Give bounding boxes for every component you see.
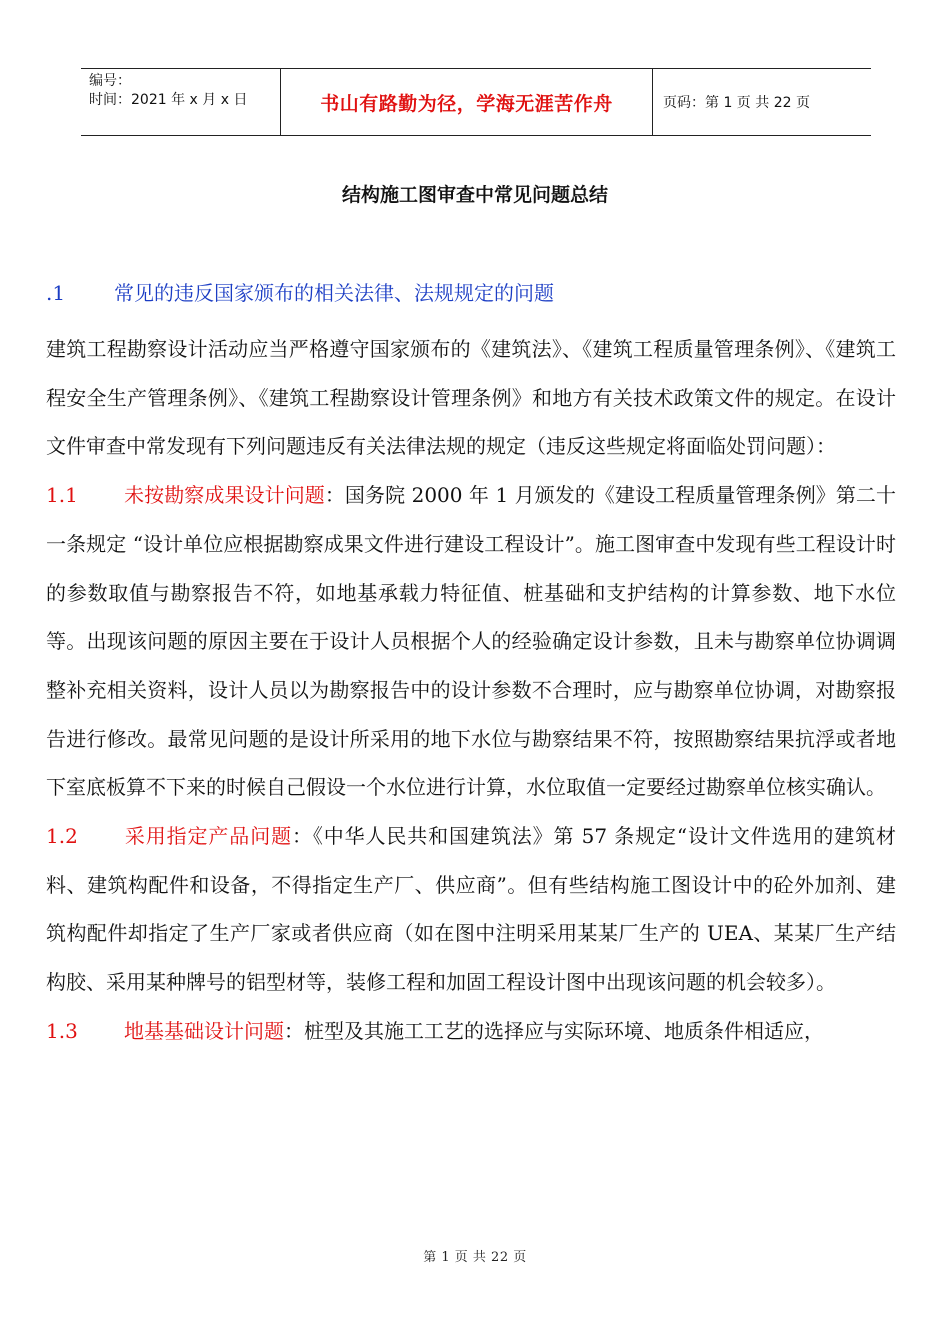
item-title: 未按勘察成果设计问题 (124, 483, 325, 508)
intro-paragraph: 建筑工程勘察设计活动应当严格遵守国家颁布的《建筑法》、《建筑工程质量管理条例》、《建筑工程安全生产管理条例》、《建筑工程勘察设计管理条例》和地方有关技术政策文件的规定。在设计文件审查中常发现有下列问题违反有关法律法规的规定（违反这些规定将面临处罚问题）： (46, 337, 896, 459)
motto-text: 书山有路勤为径，学海无涯苦作舟 (320, 92, 613, 115)
header-motto-cell (281, 69, 653, 135)
section-heading (46, 276, 896, 311)
item-number: 1.3 (46, 1018, 78, 1043)
header-info-cell (81, 69, 281, 135)
time-label: 时间：2021 年 x 月 x 日 (89, 92, 248, 108)
item-text: ：《中华人民共和国建筑法》第 57 条规定“设计文件选用的建筑材料、建筑构配件和设备，不得指定生产厂、供应商”。但有些结构施工图设计中的砼外加剂、建筑构配件却指定了生产厂家或者供应商（如在图中注明采用某某厂生产的 UEA、某某厂生产结构胶、采用某种牌号的铝型材等，装修工程和加固工程设计图中出现该问题的机会较多）。 (46, 824, 897, 995)
header-page-cell (653, 69, 871, 135)
section-number: .1 (46, 281, 66, 305)
document-body (46, 276, 896, 1056)
section-title: 常见的违反国家颁布的相关法律、法规规定的问题 (114, 281, 554, 305)
item-text: ：国务院 2000 年 1 月颁发的《建设工程质量管理条例》第二十一条规定 “设计单位应根据勘察成果文件进行建设工程设计”。施工图审查中发现有些工程设计时的参数取值与勘察报告不符，如地基承载力特征值、桩基础和支护结构的计算参数、地下水位等。出现该问题的原因主要在于设计人员根据个人的经验确定设计参数，且未与勘察单位协调调整补充相关资料，设计人员以为勘察报告中的设计参数不合理时，应与勘察单位协调，对勘察报告进行修改。最常见问题的是设计所采用的地下水位与勘察结果不符，按照勘察结果抗浮或者地下室底板算不下来的时候自己假设一个水位进行计算，水位取值一定要经过勘察单位核实确认。 (46, 483, 896, 800)
item-paragraph-1-1 (46, 471, 896, 812)
item-number: 1.2 (46, 824, 78, 849)
page-footer: 第 1 页 共 22 页 (423, 1250, 527, 1265)
page-header (81, 68, 871, 136)
item-paragraph-1-2 (46, 812, 896, 1007)
item-text: ：桩型及其施工工艺的选择应与实际环境、地质条件相适应， (284, 1018, 824, 1043)
page-code: 页码：第 1 页 共 22 页 (663, 95, 810, 111)
item-title: 采用指定产品问题 (124, 824, 292, 849)
item-number: 1.1 (46, 483, 78, 508)
item-title: 地基基础设计问题 (124, 1018, 284, 1043)
item-paragraph-1-3 (46, 1007, 896, 1056)
document-title: 结构施工图审查中常见问题总结 (341, 184, 608, 206)
number-label: 编号： (89, 73, 131, 89)
